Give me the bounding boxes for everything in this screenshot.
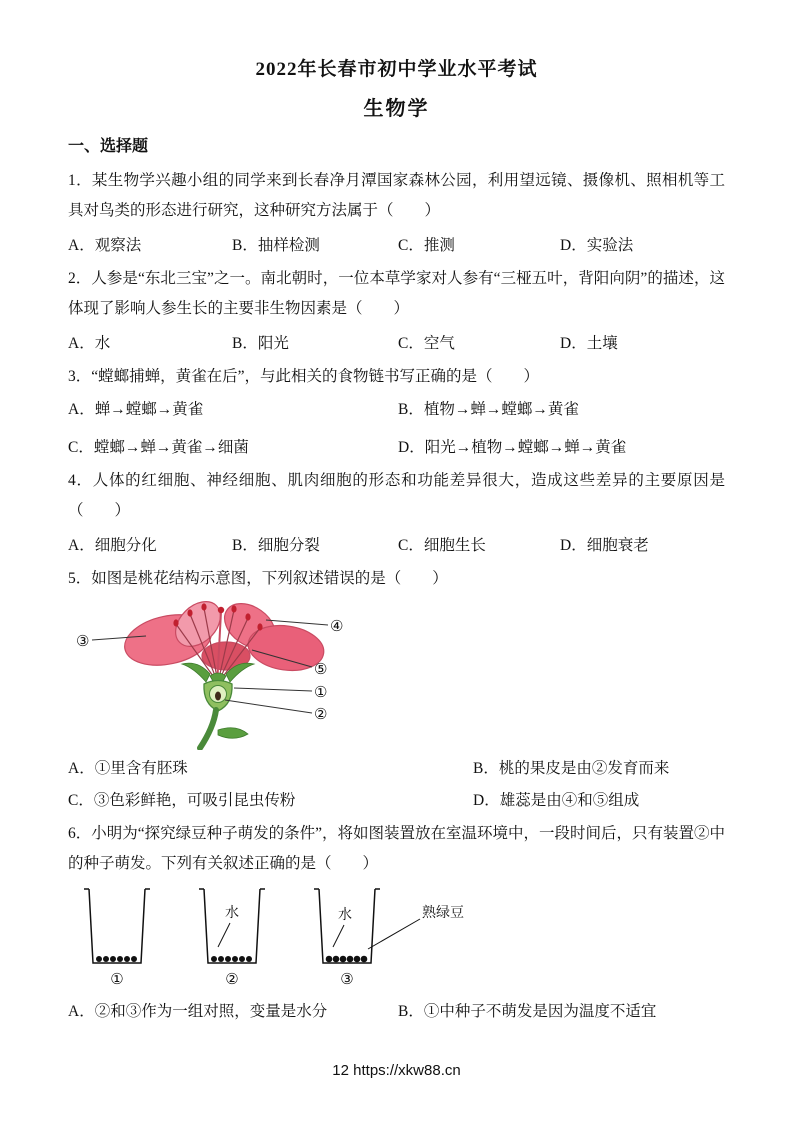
option-c: C．推测 [398,237,455,254]
peach-flower-diagram [68,598,368,750]
beaker-3 [314,889,420,963]
option-c: C．螳螂→蝉→黄雀→细菌 [68,439,249,456]
question-5-stem: 5．如图是桃花结构示意图，下列叙述错误的是（ ） [68,570,448,587]
water-label-2: 水 [225,906,239,921]
beaker-2-number: ② [225,972,239,988]
option-b: B．抽样检测 [232,237,320,254]
option-d: D．阳光→植物→螳螂→蝉→黄雀 [398,439,627,456]
flower-label-ovule: ② [314,707,328,723]
option-c: C．空气 [398,335,455,352]
beaker-figure [68,883,725,994]
flower-label-filament: ⑤ [314,662,328,678]
flower-label-petal: ③ [76,634,90,650]
beaker-1-number: ① [110,972,124,988]
option-a: A．蝉→螳螂→黄雀 [68,401,204,418]
question-4-stem: 4．人体的红细胞、神经细胞、肌肉细胞的形态和功能差异很大，造成这些差异的主要原因是（ ） [68,472,725,519]
option-a: A．细胞分化 [68,537,157,554]
water-label-3: 水 [338,908,352,923]
option-b: B．桃的果皮是由②发育而来 [473,760,670,777]
beaker-3-number: ③ [340,972,354,988]
option-d: D．细胞衰老 [560,537,649,554]
question-5-options [68,759,725,811]
seeds-3 [326,956,368,963]
question-6-options [68,1002,725,1022]
option-b: B．植物→蝉→螳螂→黄雀 [398,401,579,418]
page-subtitle: 生物学 [363,98,430,120]
option-b: B．①中种子不萌发是因为温度不适宜 [398,1003,657,1020]
option-a: A．观察法 [68,237,142,254]
page-title: 2022年长春市初中学业水平考试 [255,59,538,80]
option-a: A．水 [68,335,111,352]
question-3-options [68,400,725,458]
option-b: B．细胞分裂 [232,537,320,554]
option-d: D．土壤 [560,335,618,352]
seed-experiment-diagram [68,883,528,989]
section-header: 一、选择题 [68,138,149,155]
cooked-bean-label: 熟绿豆 [422,906,464,921]
flower-figure [68,598,725,755]
page-footer: 12 https://xkw88.cn [332,1062,461,1079]
question-3-stem: 3．“螳螂捕蝉，黄雀在后”，与此相关的食物链书写正确的是（ ） [68,368,540,385]
question-4-options [68,536,725,556]
beaker-1 [84,889,150,963]
option-d: D．雄蕊是由④和⑤组成 [473,792,640,809]
beaker-2 [199,889,265,963]
flower-label-ovary: ① [314,685,328,701]
option-d: D．实验法 [560,237,634,254]
question-2-options [68,334,725,354]
flower-label-anther: ④ [330,619,344,635]
seeds-1 [96,956,137,962]
flower-ovary [204,681,232,712]
option-a: A．①里含有胚珠 [68,760,188,777]
option-c: C．③色彩鲜艳，可吸引昆虫传粉 [68,792,296,809]
option-b: B．阳光 [232,335,289,352]
seeds-2 [211,956,252,962]
flower-stem [200,710,248,748]
option-a: A．②和③作为一组对照，变量是水分 [68,1003,328,1020]
question-6-stem: 6．小明为“探究绿豆种子萌发的条件”，将如图装置放在室温环境中，一段时间后，只有装置②中的种子萌发。下列有关叙述正确的是（ ） [68,825,726,872]
option-c: C．细胞生长 [398,537,486,554]
question-2-stem: 2．人参是“东北三宝”之一。南北朝时，一位本草学家对人参有“三桠五叶，背阳向阴”的描述，这体现了影响人参生长的主要非生物因素是（ ） [68,270,725,317]
question-1-options [68,236,725,256]
question-1-stem: 1．某生物学兴趣小组的同学来到长春净月潭国家森林公园，利用望远镜、摄像机、照相机等工具对鸟类的形态进行研究，这种研究方法属于（ ） [68,172,725,219]
